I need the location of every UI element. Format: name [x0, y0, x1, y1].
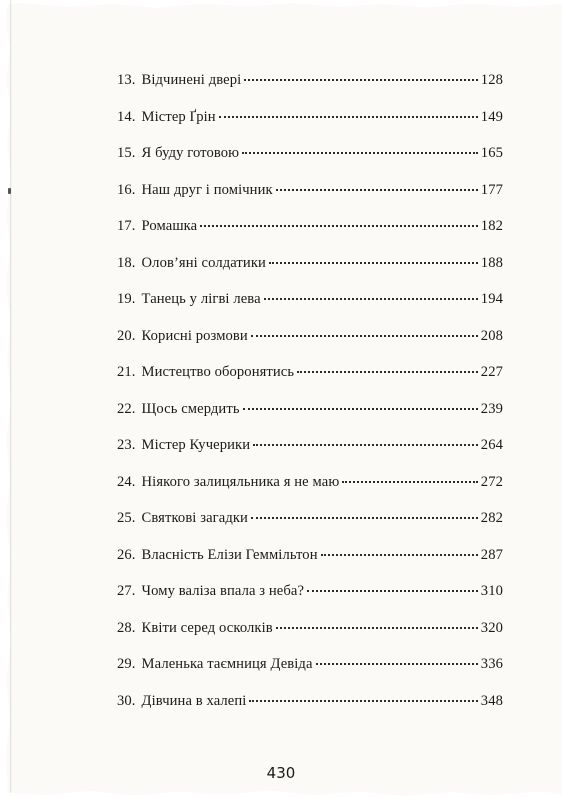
chapter-page: 320: [480, 619, 503, 636]
chapter-title: Корисні розмови: [141, 327, 248, 344]
ink-smudge: [8, 188, 11, 194]
chapter-title: Власність Елізи Геммільтон: [141, 546, 318, 563]
chapter-title: Я буду готовою: [141, 145, 240, 161]
chapter-title: Щось смердить: [141, 400, 240, 417]
chapter-page: 194: [480, 291, 503, 307]
chapter-title: Містер Кучерики: [141, 437, 251, 453]
toc-entry[interactable]: [117, 620, 503, 657]
chapter-title: Наш друг і помічник: [141, 181, 273, 198]
chapter-page: 310: [480, 583, 503, 599]
chapter-page: 149: [480, 108, 503, 125]
dot-leader: [321, 554, 478, 556]
dot-leader: [342, 481, 477, 483]
torn-bottom-edge: [0, 788, 562, 798]
chapter-number: 13.: [117, 72, 136, 88]
chapter-number: 15.: [117, 145, 136, 161]
chapter-number: 25.: [117, 510, 136, 526]
chapter-number: 18.: [117, 254, 136, 271]
toc-entry[interactable]: [117, 656, 503, 693]
dot-leader: [242, 152, 478, 154]
chapter-number: 17.: [117, 218, 136, 234]
chapter-page: 188: [480, 254, 503, 271]
chapter-page: 264: [480, 437, 503, 453]
chapter-page: 348: [480, 692, 503, 709]
dot-leader: [251, 335, 478, 337]
chapter-title: Містер Ґрін: [141, 108, 216, 125]
dot-leader: [316, 663, 478, 665]
toc-entry[interactable]: [117, 145, 503, 182]
toc-entry[interactable]: [117, 364, 503, 401]
table-of-contents: [117, 72, 503, 729]
chapter-page: 182: [480, 218, 503, 234]
chapter-number: 26.: [117, 546, 136, 563]
chapter-number: 14.: [117, 108, 136, 125]
chapter-number: 29.: [117, 656, 136, 672]
toc-entry[interactable]: [117, 547, 503, 584]
dot-leader: [276, 189, 478, 191]
dot-leader: [307, 590, 478, 592]
chapter-title: Квіти серед осколків: [141, 619, 273, 636]
chapter-title: Маленька таємниця Девіда: [141, 656, 313, 672]
dot-leader: [253, 444, 478, 446]
toc-entry[interactable]: [117, 474, 503, 511]
dot-leader: [251, 517, 478, 519]
chapter-number: 21.: [117, 364, 136, 380]
chapter-page: 336: [480, 656, 503, 672]
toc-entry[interactable]: [117, 437, 503, 474]
torn-top-edge: [0, 0, 562, 10]
chapter-title: Святкові загадки: [141, 510, 248, 526]
chapter-title: Ніякого залицяльника я не маю: [141, 473, 340, 490]
chapter-title: Танець у лігві лева: [141, 291, 261, 307]
toc-entry[interactable]: [117, 218, 503, 255]
chapter-page: 128: [480, 72, 503, 88]
chapter-number: 19.: [117, 291, 136, 307]
dot-leader: [200, 225, 478, 227]
toc-entry[interactable]: [117, 693, 503, 730]
dot-leader: [264, 298, 478, 300]
chapter-title: Ромашка: [141, 218, 198, 234]
dot-leader: [243, 408, 478, 410]
toc-entry[interactable]: [117, 109, 503, 146]
chapter-number: 24.: [117, 473, 136, 490]
chapter-number: 20.: [117, 327, 136, 344]
chapter-page: 177: [480, 181, 503, 198]
dot-leader: [244, 79, 478, 81]
toc-entry[interactable]: [117, 583, 503, 620]
chapter-title: Олов’яні солдатики: [141, 254, 266, 271]
toc-entry[interactable]: [117, 182, 503, 219]
chapter-number: 23.: [117, 437, 136, 453]
toc-entry[interactable]: [117, 401, 503, 438]
chapter-number: 16.: [117, 181, 136, 198]
chapter-page: 287: [480, 546, 503, 563]
chapter-title: Чому валіза впала з неба?: [141, 583, 305, 599]
chapter-title: Дівчина в халепі: [141, 692, 247, 709]
dot-leader: [276, 627, 478, 629]
chapter-page: 208: [480, 327, 503, 344]
chapter-number: 22.: [117, 400, 136, 417]
chapter-number: 27.: [117, 583, 136, 599]
chapter-page: 239: [480, 400, 503, 417]
dot-leader: [219, 116, 478, 118]
chapter-page: 282: [480, 510, 503, 526]
chapter-number: 30.: [117, 692, 136, 709]
dot-leader: [297, 371, 478, 373]
chapter-number: 28.: [117, 619, 136, 636]
toc-entry[interactable]: [117, 72, 503, 109]
toc-entry[interactable]: [117, 255, 503, 292]
toc-entry[interactable]: [117, 328, 503, 365]
chapter-page: 165: [480, 145, 503, 161]
chapter-page: 227: [480, 364, 503, 380]
chapter-title: Відчинені двері: [141, 72, 242, 88]
dot-leader: [269, 262, 478, 264]
toc-entry[interactable]: [117, 510, 503, 547]
page-edge-shadow: [10, 0, 12, 798]
chapter-page: 272: [480, 473, 503, 490]
chapter-title: Мистецтво оборонятись: [141, 364, 295, 380]
dot-leader: [249, 700, 477, 702]
toc-entry[interactable]: [117, 291, 503, 328]
page-number: 430: [266, 764, 296, 782]
